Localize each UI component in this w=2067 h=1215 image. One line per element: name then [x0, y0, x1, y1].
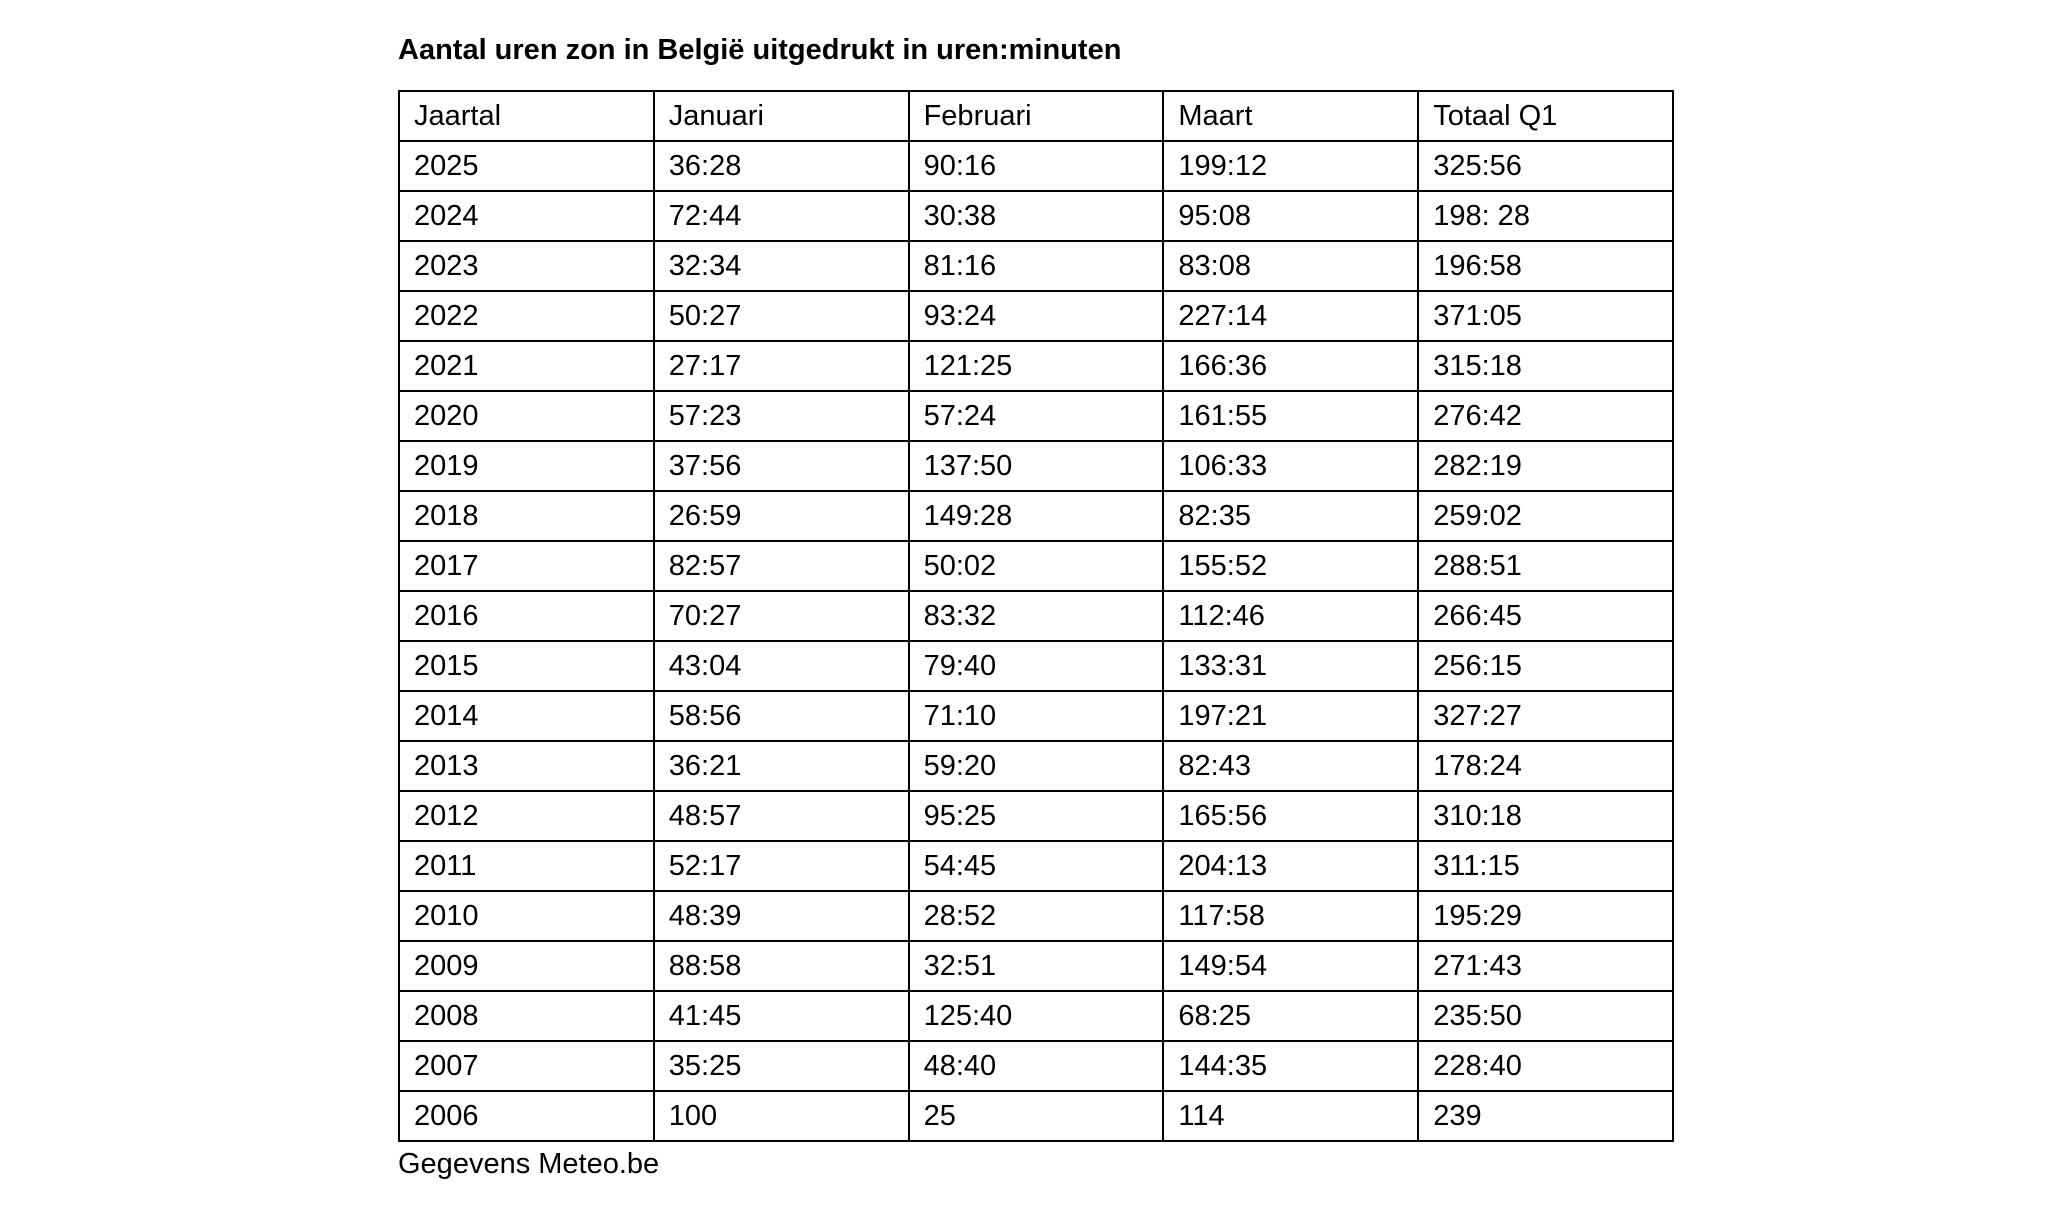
table-cell: 310:18: [1418, 791, 1673, 841]
table-cell: 36:21: [654, 741, 909, 791]
table-cell: 82:35: [1163, 491, 1418, 541]
table-cell: 144:35: [1163, 1041, 1418, 1091]
table-row: [399, 741, 1673, 791]
document-page: [398, 30, 1674, 1184]
table-cell: 79:40: [909, 641, 1164, 691]
table-cell: 52:17: [654, 841, 909, 891]
column-header: Totaal Q1: [1418, 91, 1673, 141]
year-cell: 2008: [399, 991, 654, 1041]
table-cell: 32:51: [909, 941, 1164, 991]
column-header: Januari: [654, 91, 909, 141]
table-row: [399, 391, 1673, 441]
table-row: [399, 991, 1673, 1041]
table-cell: 82:57: [654, 541, 909, 591]
table-cell: 325:56: [1418, 141, 1673, 191]
table-cell: 58:56: [654, 691, 909, 741]
table-cell: 327:27: [1418, 691, 1673, 741]
document-title: Aantal uren zon in België uitgedrukt in uren:minuten: [398, 34, 1122, 66]
table-row: [399, 491, 1673, 541]
table-row: [399, 841, 1673, 891]
table-cell: 149:28: [909, 491, 1164, 541]
year-cell: 2022: [399, 291, 654, 341]
table-cell: 48:39: [654, 891, 909, 941]
year-cell: 2017: [399, 541, 654, 591]
table-cell: 37:56: [654, 441, 909, 491]
table-cell: 178:24: [1418, 741, 1673, 791]
column-header: Februari: [909, 91, 1164, 141]
table-cell: 149:54: [1163, 941, 1418, 991]
table-cell: 59:20: [909, 741, 1164, 791]
table-cell: 95:25: [909, 791, 1164, 841]
table-cell: 27:17: [654, 341, 909, 391]
year-cell: 2011: [399, 841, 654, 891]
table-row: [399, 441, 1673, 491]
table-row: [399, 191, 1673, 241]
table-cell: 276:42: [1418, 391, 1673, 441]
table-cell: 26:59: [654, 491, 909, 541]
table-cell: 371:05: [1418, 291, 1673, 341]
source-note: Gegevens Meteo.be: [398, 1148, 660, 1180]
table-row: [399, 341, 1673, 391]
table-cell: 204:13: [1163, 841, 1418, 891]
table-cell: 36:28: [654, 141, 909, 191]
table-cell: 256:15: [1418, 641, 1673, 691]
year-cell: 2007: [399, 1041, 654, 1091]
table-cell: 311:15: [1418, 841, 1673, 891]
year-cell: 2009: [399, 941, 654, 991]
table-cell: 106:33: [1163, 441, 1418, 491]
table-cell: 259:02: [1418, 491, 1673, 541]
table-cell: 57:24: [909, 391, 1164, 441]
table-cell: 227:14: [1163, 291, 1418, 341]
table-cell: 198: 28: [1418, 191, 1673, 241]
table-cell: 100: [654, 1091, 909, 1141]
table-row: [399, 591, 1673, 641]
table-cell: 82:43: [1163, 741, 1418, 791]
table-cell: 72:44: [654, 191, 909, 241]
table-cell: 114: [1163, 1091, 1418, 1141]
year-cell: 2014: [399, 691, 654, 741]
sunshine-table: [398, 90, 1674, 1142]
table-cell: 90:16: [909, 141, 1164, 191]
table-cell: 95:08: [1163, 191, 1418, 241]
table-cell: 133:31: [1163, 641, 1418, 691]
table-cell: 165:56: [1163, 791, 1418, 841]
table-cell: 43:04: [654, 641, 909, 691]
table-cell: 41:45: [654, 991, 909, 1041]
table-row: [399, 691, 1673, 741]
table-cell: 93:24: [909, 291, 1164, 341]
table-cell: 32:34: [654, 241, 909, 291]
table-cell: 28:52: [909, 891, 1164, 941]
table-cell: 121:25: [909, 341, 1164, 391]
table-cell: 239: [1418, 1091, 1673, 1141]
table-row: [399, 141, 1673, 191]
year-cell: 2021: [399, 341, 654, 391]
table-cell: 271:43: [1418, 941, 1673, 991]
year-cell: 2020: [399, 391, 654, 441]
year-cell: 2013: [399, 741, 654, 791]
table-cell: 161:55: [1163, 391, 1418, 441]
table-cell: 282:19: [1418, 441, 1673, 491]
table-cell: 315:18: [1418, 341, 1673, 391]
year-cell: 2016: [399, 591, 654, 641]
table-cell: 88:58: [654, 941, 909, 991]
table-cell: 155:52: [1163, 541, 1418, 591]
table-cell: 228:40: [1418, 1041, 1673, 1091]
table-row: [399, 941, 1673, 991]
table-row: [399, 1041, 1673, 1091]
table-cell: 50:27: [654, 291, 909, 341]
table-cell: 197:21: [1163, 691, 1418, 741]
table-cell: 48:57: [654, 791, 909, 841]
table-cell: 235:50: [1418, 991, 1673, 1041]
table-cell: 35:25: [654, 1041, 909, 1091]
table-cell: 54:45: [909, 841, 1164, 891]
table-cell: 48:40: [909, 1041, 1164, 1091]
table-row: [399, 1091, 1673, 1141]
year-cell: 2024: [399, 191, 654, 241]
table-cell: 166:36: [1163, 341, 1418, 391]
year-cell: 2015: [399, 641, 654, 691]
table-row: [399, 541, 1673, 591]
table-cell: 83:32: [909, 591, 1164, 641]
table-cell: 50:02: [909, 541, 1164, 591]
year-cell: 2023: [399, 241, 654, 291]
table-cell: 81:16: [909, 241, 1164, 291]
table-cell: 25: [909, 1091, 1164, 1141]
table-cell: 30:38: [909, 191, 1164, 241]
table-row: [399, 641, 1673, 691]
table-cell: 137:50: [909, 441, 1164, 491]
table-cell: 196:58: [1418, 241, 1673, 291]
table-cell: 68:25: [1163, 991, 1418, 1041]
column-header: Jaartal: [399, 91, 654, 141]
table-row: [399, 791, 1673, 841]
table-row: [399, 241, 1673, 291]
table-cell: 117:58: [1163, 891, 1418, 941]
column-header: Maart: [1163, 91, 1418, 141]
year-cell: 2010: [399, 891, 654, 941]
table-cell: 70:27: [654, 591, 909, 641]
table-cell: 288:51: [1418, 541, 1673, 591]
year-cell: 2012: [399, 791, 654, 841]
year-cell: 2019: [399, 441, 654, 491]
table-cell: 199:12: [1163, 141, 1418, 191]
table-header-row: [399, 91, 1673, 141]
table-cell: 112:46: [1163, 591, 1418, 641]
year-cell: 2018: [399, 491, 654, 541]
table-cell: 83:08: [1163, 241, 1418, 291]
table-cell: 266:45: [1418, 591, 1673, 641]
table-cell: 57:23: [654, 391, 909, 441]
table-cell: 125:40: [909, 991, 1164, 1041]
table-row: [399, 291, 1673, 341]
year-cell: 2006: [399, 1091, 654, 1141]
year-cell: 2025: [399, 141, 654, 191]
table-cell: 71:10: [909, 691, 1164, 741]
sunshine-table-body: [399, 91, 1673, 1141]
table-row: [399, 891, 1673, 941]
table-cell: 195:29: [1418, 891, 1673, 941]
